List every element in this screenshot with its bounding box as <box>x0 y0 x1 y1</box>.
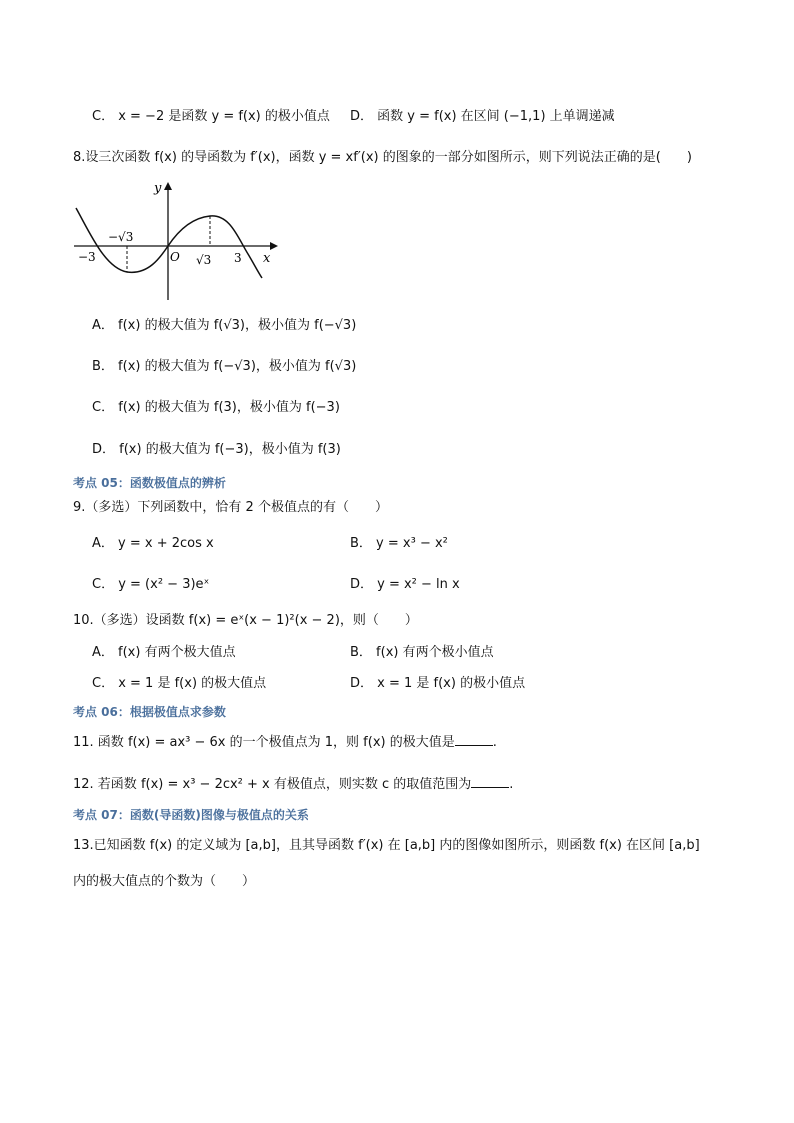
x-axis-arrow <box>270 242 278 250</box>
q12-answer-blank[interactable] <box>471 775 509 788</box>
tick-3: 3 <box>234 251 242 265</box>
q12 <box>73 775 513 794</box>
tick-neg3: −3 <box>78 250 96 264</box>
y-label: y <box>154 181 162 196</box>
q9-option-a: A． y = x + 2cos x <box>92 536 214 551</box>
q12-text: 12. 若函数 f(x) = x³ − 2cx² + x 有极值点，则实数 c 的取值范围为 <box>73 777 472 792</box>
section-06-heading: 考点 06：根据极值点求参数 <box>73 705 226 719</box>
option-d-prev: D． 函数 y = f(x) 在区间 (−1,1) 上单调递减 <box>350 109 615 124</box>
q9-option-b: B． y = x³ − x² <box>350 536 448 551</box>
tick-sqrt3: √3 <box>196 253 212 267</box>
q8-stem: 8.设三次函数 f(x) 的导函数为 f′(x)，函数 y = xf′(x) 的图象的一部分如图所示，则下列说法正确的是( ) <box>73 150 692 165</box>
q9-option-d: D． y = x² − ln x <box>350 577 460 592</box>
y-axis-arrow <box>164 182 172 190</box>
q8-option-d: D． f(x) 的极大值为 f(−3)，极小值为 f(3) <box>92 442 341 457</box>
section-05-heading: 考点 05：函数极值点的辨析 <box>73 476 226 490</box>
section-07-heading: 考点 07：函数(导函数)图像与极值点的关系 <box>73 808 309 822</box>
curve-xf-prime <box>76 208 262 278</box>
q8-option-c: C． f(x) 的极大值为 f(3)，极小值为 f(−3) <box>92 400 340 415</box>
x-label: x <box>263 251 271 266</box>
tick-neg-sqrt3: −√3 <box>108 230 134 244</box>
origin-label: O <box>170 250 180 264</box>
q10-stem: 10.（多选）设函数 f(x) = eˣ(x − 1)²(x − 2)，则（ ） <box>73 613 418 628</box>
q8-figure <box>70 178 290 303</box>
q11 <box>73 733 497 752</box>
q8-option-b: B． f(x) 的极大值为 f(−√3)，极小值为 f(√3) <box>92 359 357 374</box>
q10-option-b: B． f(x) 有两个极小值点 <box>350 645 494 660</box>
q10-option-c: C． x = 1 是 f(x) 的极大值点 <box>92 676 267 691</box>
q10-option-a: A． f(x) 有两个极大值点 <box>92 645 236 660</box>
q10-option-d: D． x = 1 是 f(x) 的极小值点 <box>350 676 526 691</box>
q11-text: 11. 函数 f(x) = ax³ − 6x 的一个极值点为 1，则 f(x) 的极大值是 <box>73 735 455 750</box>
q8-option-a: A． f(x) 的极大值为 f(√3)，极小值为 f(−√3) <box>92 318 357 333</box>
q11-answer-blank[interactable] <box>455 733 493 746</box>
q13-line1: 13.已知函数 f(x) 的定义域为 [a,b]，且其导函数 f′(x) 在 [a,b] 内的图像如图所示，则函数 f(x) 在区间 [a,b] <box>73 838 700 853</box>
q9-stem: 9.（多选）下列函数中，恰有 2 个极值点的有（ ） <box>73 500 388 515</box>
q9-option-c: C． y = (x² − 3)eˣ <box>92 577 210 592</box>
q11-end: . <box>492 735 497 750</box>
q13-line2: 内的极大值点的个数为（ ） <box>73 874 256 889</box>
q12-end: . <box>509 777 514 792</box>
option-c-prev: C． x = −2 是函数 y = f(x) 的极小值点 <box>92 109 330 124</box>
